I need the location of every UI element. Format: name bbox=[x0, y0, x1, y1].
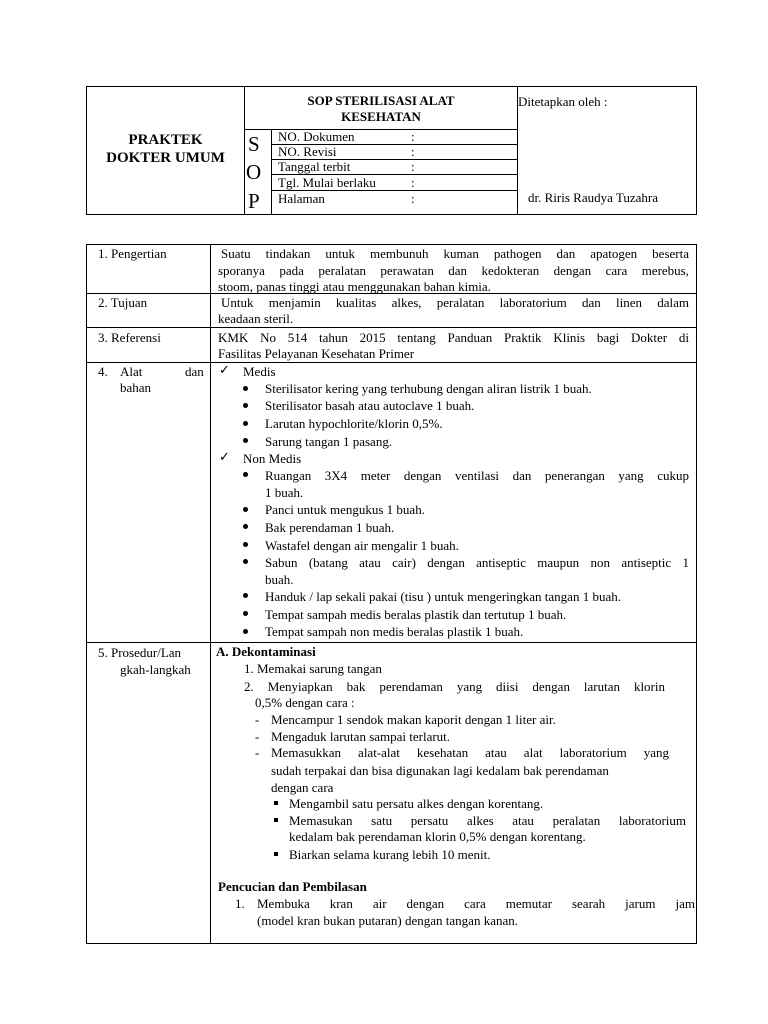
square-bullet-icon bbox=[274, 818, 278, 822]
square-bullet-icon bbox=[274, 852, 278, 856]
dash-item: Memasukkan alat-alat kesehatan atau alat laboratorium yang bbox=[271, 745, 669, 760]
bullet-icon bbox=[243, 421, 248, 426]
non-medis-item: Handuk / lap sekali pakai (tisu ) untuk mengeringkan tangan 1 buah. bbox=[265, 589, 621, 604]
approver-name: dr. Riris Raudya Tuzahra bbox=[528, 190, 658, 205]
pengertian-line: Suatu tindakan untuk membunuh kuman pathogen dan apatogen beserta bbox=[221, 246, 689, 261]
sop-letter-p: P bbox=[248, 189, 260, 213]
practice-name-line2: DOKTER UMUM bbox=[106, 150, 225, 166]
pengertian-line: stoom, panas tinggi atau menggunakan bahan kimia. bbox=[218, 279, 491, 294]
bullet-icon bbox=[243, 524, 248, 529]
step-number: 1. bbox=[235, 896, 245, 911]
sop-letter-o: O bbox=[246, 160, 262, 184]
field-halaman-label: Halaman bbox=[278, 191, 325, 206]
field-no-dokumen-sep: : bbox=[411, 129, 415, 144]
field-no-revisi-sep: : bbox=[411, 144, 415, 159]
bullet-icon bbox=[243, 472, 248, 477]
bullet-icon bbox=[243, 593, 248, 598]
non-medis-item: Panci untuk mengukus 1 buah. bbox=[265, 502, 425, 517]
referensi-line: KMK No 514 tahun 2015 tentang Panduan Praktik Klinis bagi Dokter di bbox=[218, 330, 689, 345]
step-item: 0,5% dengan cara : bbox=[255, 695, 355, 710]
check-icon: ✓ bbox=[219, 450, 230, 465]
approved-by-label: Ditetapkan oleh : bbox=[518, 94, 608, 109]
alat-label-word: bahan bbox=[120, 380, 152, 395]
practice-name-line1: PRAKTEK bbox=[128, 132, 203, 148]
non-medis-item: Sabun (batang atau cair) dengan antiseptic maupun non antiseptic 1 bbox=[265, 555, 689, 570]
non-medis-item: Bak perendaman 1 buah. bbox=[265, 520, 395, 535]
prosedur-label: 5. Prosedur/Lan bbox=[98, 645, 182, 660]
medis-item: Larutan hypochlorite/klorin 0,5%. bbox=[265, 416, 443, 431]
bullet-icon bbox=[243, 507, 248, 512]
document-title bbox=[245, 93, 517, 125]
dash-item: dengan cara bbox=[271, 780, 334, 795]
square-item: kedalam bak perendaman klorin 0,5% dengan korentang. bbox=[289, 829, 586, 844]
dash-item: sudah terpakai dan bisa digunakan lagi kedalam bak perendaman bbox=[271, 763, 609, 778]
pengertian-label: 1. Pengertian bbox=[98, 246, 167, 261]
alat-label-num: 4. bbox=[98, 364, 108, 379]
square-bullet-icon bbox=[274, 801, 278, 805]
heading-pencucian: Pencucian dan Pembilasan bbox=[218, 879, 367, 894]
non-medis-item: Wastafel dengan air mengalir 1 buah. bbox=[265, 538, 459, 553]
non-medis-item: buah. bbox=[265, 572, 294, 587]
sop-letter-s: S bbox=[248, 132, 260, 156]
bullet-icon bbox=[243, 629, 248, 634]
step-item: Membuka kran air dengan cara memutar searah jarum jam bbox=[257, 896, 695, 911]
non-medis-item: Ruangan 3X4 meter dengan ventilasi dan penerangan yang cukup bbox=[265, 468, 689, 483]
medis-title: Medis bbox=[243, 364, 276, 379]
check-icon: ✓ bbox=[219, 363, 230, 378]
document-title-line1: SOP STERILISASI ALAT bbox=[307, 93, 455, 108]
field-no-dokumen-label: NO. Dokumen bbox=[278, 129, 355, 144]
field-tgl-mulai-label: Tgl. Mulai berlaku bbox=[278, 175, 376, 190]
bullet-icon bbox=[243, 438, 248, 443]
bullet-icon bbox=[243, 403, 248, 408]
field-tanggal-terbit-sep: : bbox=[411, 159, 415, 174]
dash-icon: - bbox=[255, 712, 260, 727]
bullet-icon bbox=[243, 559, 248, 564]
medis-item: Sterilisator basah atau autoclave 1 buah. bbox=[265, 398, 475, 413]
square-item: Memasukan satu persatu alkes atau peralatan laboratorium bbox=[289, 813, 686, 828]
tujuan-label: 2. Tujuan bbox=[98, 295, 148, 310]
field-tgl-mulai-sep: : bbox=[411, 175, 415, 190]
field-tanggal-terbit-label: Tanggal terbit bbox=[278, 159, 351, 174]
tujuan-line: Untuk menjamin kualitas alkes, peralatan laboratorium dan linen dalam bbox=[221, 295, 689, 310]
step-item: 1. Memakai sarung tangan bbox=[244, 661, 382, 676]
square-item: Mengambil satu persatu alkes dengan korentang. bbox=[289, 796, 544, 811]
heading-dekontaminasi: A. Dekontaminasi bbox=[216, 644, 316, 659]
non-medis-title: Non Medis bbox=[243, 451, 302, 466]
square-item: Biarkan selama kurang lebih 10 menit. bbox=[289, 847, 491, 862]
pengertian-line: sporanya pada peralatan perawatan dan kedokteran dengan cara merebus, bbox=[218, 263, 689, 278]
dash-item: Mencampur 1 sendok makan kaporit dengan 1 liter air. bbox=[271, 712, 556, 727]
referensi-line: Fasilitas Pelayanan Kesehatan Primer bbox=[218, 346, 415, 361]
bullet-icon bbox=[243, 386, 248, 391]
dash-icon: - bbox=[255, 745, 260, 760]
non-medis-item: Tempat sampah non medis beralas plastik 1 buah. bbox=[265, 624, 524, 639]
medis-item: Sarung tangan 1 pasang. bbox=[265, 434, 393, 449]
field-halaman-sep: : bbox=[411, 191, 415, 206]
dash-item: Mengaduk larutan sampai terlarut. bbox=[271, 729, 451, 744]
document-title-line2: KESEHATAN bbox=[341, 109, 421, 124]
step-item: 2. Menyiapkan bak perendaman yang diisi dengan larutan klorin bbox=[244, 679, 665, 694]
field-no-revisi-label: NO. Revisi bbox=[278, 144, 337, 159]
step-item: (model kran bukan putaran) dengan tangan kanan. bbox=[257, 913, 518, 928]
practice-name bbox=[87, 131, 244, 167]
referensi-label: 3. Referensi bbox=[98, 330, 161, 345]
bullet-icon bbox=[243, 542, 248, 547]
alat-label-word: Alat bbox=[120, 364, 143, 379]
alat-label-word: dan bbox=[185, 364, 204, 379]
non-medis-item: Tempat sampah medis beralas plastik dan tertutup 1 buah. bbox=[265, 607, 567, 622]
bullet-icon bbox=[243, 611, 248, 616]
prosedur-label: gkah-langkah bbox=[120, 662, 191, 677]
medis-item: Sterilisator kering yang terhubung dengan aliran listrik 1 buah. bbox=[265, 381, 592, 396]
tujuan-line: keadaan steril. bbox=[218, 311, 294, 326]
dash-icon: - bbox=[255, 729, 260, 744]
non-medis-item: 1 buah. bbox=[265, 485, 304, 500]
